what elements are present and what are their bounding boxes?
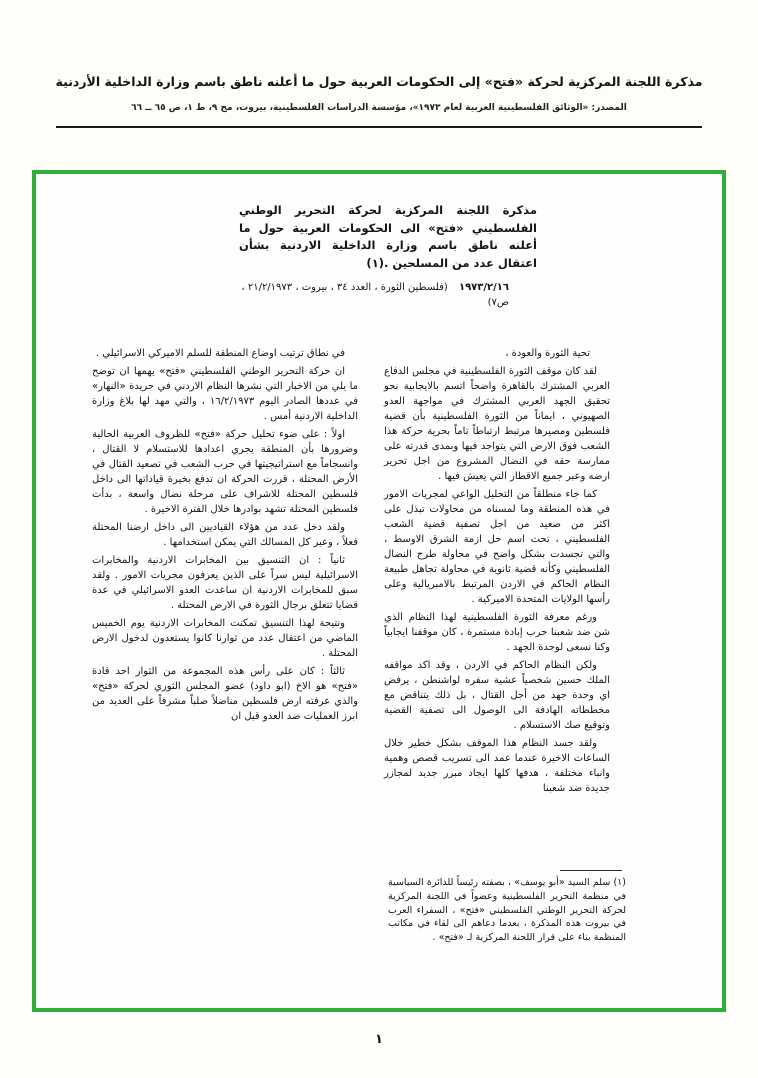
publication-citation: (فلسطين الثورة ، العدد ٣٤ ، بيروت ، ٢١/٢/١٩٧٣ ، ص٧) (241, 282, 509, 308)
paragraph: ونتيجة لهذا التنسيق تمكنت المخابرات الاردنية يوم الخميس الماضي من اعتقال عدد من ثوارنا كانوا يستعدون لدخول الارض المحتلة . (92, 618, 358, 659)
header-divider (56, 126, 702, 128)
paragraph: ثالثاً : كان على رأس هذه المجموعة من الثوار احد قادة «فتح» هو الاخ (ابو داود) عضو المجلس الثوري لحركة «فتح» والذي عرفته ارض فلسطين مناضلاً صلباً مشرفاً على العديد من ابرز العمليات ضد العدو قبل ان (92, 666, 358, 722)
paragraph: ان حركة التحرير الوطني الفلسطيني «فتح» يهمها ان توضح ما يلي من الاخبار التي نشرها النظام الاردني في جريدة «النهار» في عددها الصادر اليوم ١٦/٢/١٩٧٣ ، والتي مهد لها بلاغ وزارة الداخلية الاردنية أمس . (92, 366, 358, 422)
page-number: ١ (375, 1032, 383, 1047)
footnote-separator (560, 870, 622, 871)
source-citation: المصدر: «الوثائق الفلسطينية العربية لعام ١٩٧٣»، مؤسسة الدراسات الفلسطينية، بيروت، مج ٩، ط ١، ص ٦٥ ــ ٦٦ (131, 103, 627, 113)
dateline (241, 280, 509, 310)
paragraph: اولاً : على ضوء تحليل حركة «فتح» للظروف العربية الحالية وضرورها بأن المنطقة يجري اعدادها للاستسلام لا القتال ، وانسجاماً مع استراتيجيتها في حرب الشعب في تصعيد القتال في الأرض المحتلة ، قررت الحركة ان تدفع بخيرة قياداتها الى داخل فلسطين المحتلة للاشراف على مرحلة نضال واسعة ، بدأت فلسطين المحتلة تشهد بوادرها خلال الفترة الاخيرة . (92, 429, 358, 515)
document-heading: مذكرة اللجنة المركزية لحركة التحرير الوطني الفلسطيني «فتح» الى الحكومات العربية حول ما أعلنه ناطق باسم وزارة الداخلية الاردنية بشأن اعتقال عدد من المسلحين .(١) (239, 203, 537, 270)
document-date: ١٩٧٣/٢/١٦ (458, 282, 509, 293)
paragraph: تحية الثورة والعودة ، (505, 348, 590, 359)
document-frame (32, 170, 726, 1012)
paragraph: ولقد جسد النظام هذا الموقف بشكل خطير خلال الساعات الاخيرة عندما عمد الى تسريب قصص وهمية وانباء مختلفة ، هدفها كلها ايجاد مبرر جديد لمجازر جديدة ضد شعبنا (384, 738, 610, 794)
paragraph: ولكن النظام الحاكم في الاردن ، وقد اكد مواقفه الملك حسين شخصياً عشية سفره لواشنطن ، يرفض اي وحدة جهد من أجل القتال ، بل ذلك يتناقض مع مخططاته الهادفة الى الوصول الى تصفية القضية وتوقيع صك الاستسلام . (384, 660, 610, 731)
page-title: مذكرة اللجنة المركزية لحركة «فتح» إلى الحكومات العربية حول ما أعلنه ناطق باسم وزارة الداخلية الأردنية (55, 74, 703, 89)
paragraph: ثانياً : ان التنسيق بين المخابرات الاردنية والمخابرات الاسرائيلية ليس سراً على الذين يعرفون مجريات الامور . ولقد سبق للمخابرات الاردنية ان ساعدت العدو الاسرائيلي في عدة قضايا تتعلق برجال الثورة في الارض المحتلة . (92, 555, 358, 611)
footnote: (١) سلم السيد «أبو يوسف» ، بصفته رئيساً للدائرة السياسية في منظمة التحرير الفلسطينية وعضواً في اللجنة المركزية لحركة التحرير الوطني الفلسطيني «فتح» ، السفراء العرب في بيروت هذه المذكرة ، بعدما دعاهم الى لقاء في مكاتب المنظمة بناء على قرار اللجنة المركزية لـ «فتح» . (388, 877, 626, 944)
column-left (92, 346, 358, 866)
paragraph: كما جاء منطلقاً من التحليل الواعي لمجريات الامور في هذه المنطقة وما لمسناه من محاولات تبذل على اكثر من صعيد من اجل تصفية قضية الشعب الفلسطيني ، تحت اسم حل ازمة الشرق الاوسط ، والتي تجسدت بشكل واضح في محاولة طرح النضال الفلسطيني وكأنه قضية ثانوية في محاولة تجاهل طبيعة النظام الحاكم في الاردن المرتبط بالامبريالية وعلى رأسها الولايات المتحدة الاميركية . (384, 489, 610, 605)
column-right (384, 346, 610, 866)
paragraph: في نطاق ترتيب اوضاع المنطقة للسلم الاميركي الاسرائيلي . (95, 348, 345, 359)
paragraph: لقد كان موقف الثورة الفلسطينية في مجلس الدفاع العربي المشترك بالقاهرة واضحاً اتسم بالايجابية نحو تحقيق الجهد العربي المشترك في مواجهة العدو الصهيوني ، ايماناً من الثورة الفلسطينية بأن قضية فلسطين ومصيرها مرتبط ارتباطاً تاماً بحرية حركة هذا الشعب فوق الارض التي يتواجد فيها وبمدى قدرته على ممارسة حقه في النضال المشروع من اجل تحرير ارضه وعبر جميع الاقطار التي يعيش فيها . (384, 366, 610, 482)
paragraph: ورغم معرفة الثورة الفلسطينية لهذا النظام الذي شن ضد شعبنا حرب إبادة مستمرة ، كان موقفنا ايجابياً وكنا نسعى لوحدة الجهد . (384, 612, 610, 653)
body-columns (92, 346, 610, 866)
paragraph: ولقد دخل عدد من هؤلاء القياديين الى داخل ارضنا المحتلة فعلاً ، وعبر كل المسالك التي يمكن استخدامها . (92, 522, 358, 548)
